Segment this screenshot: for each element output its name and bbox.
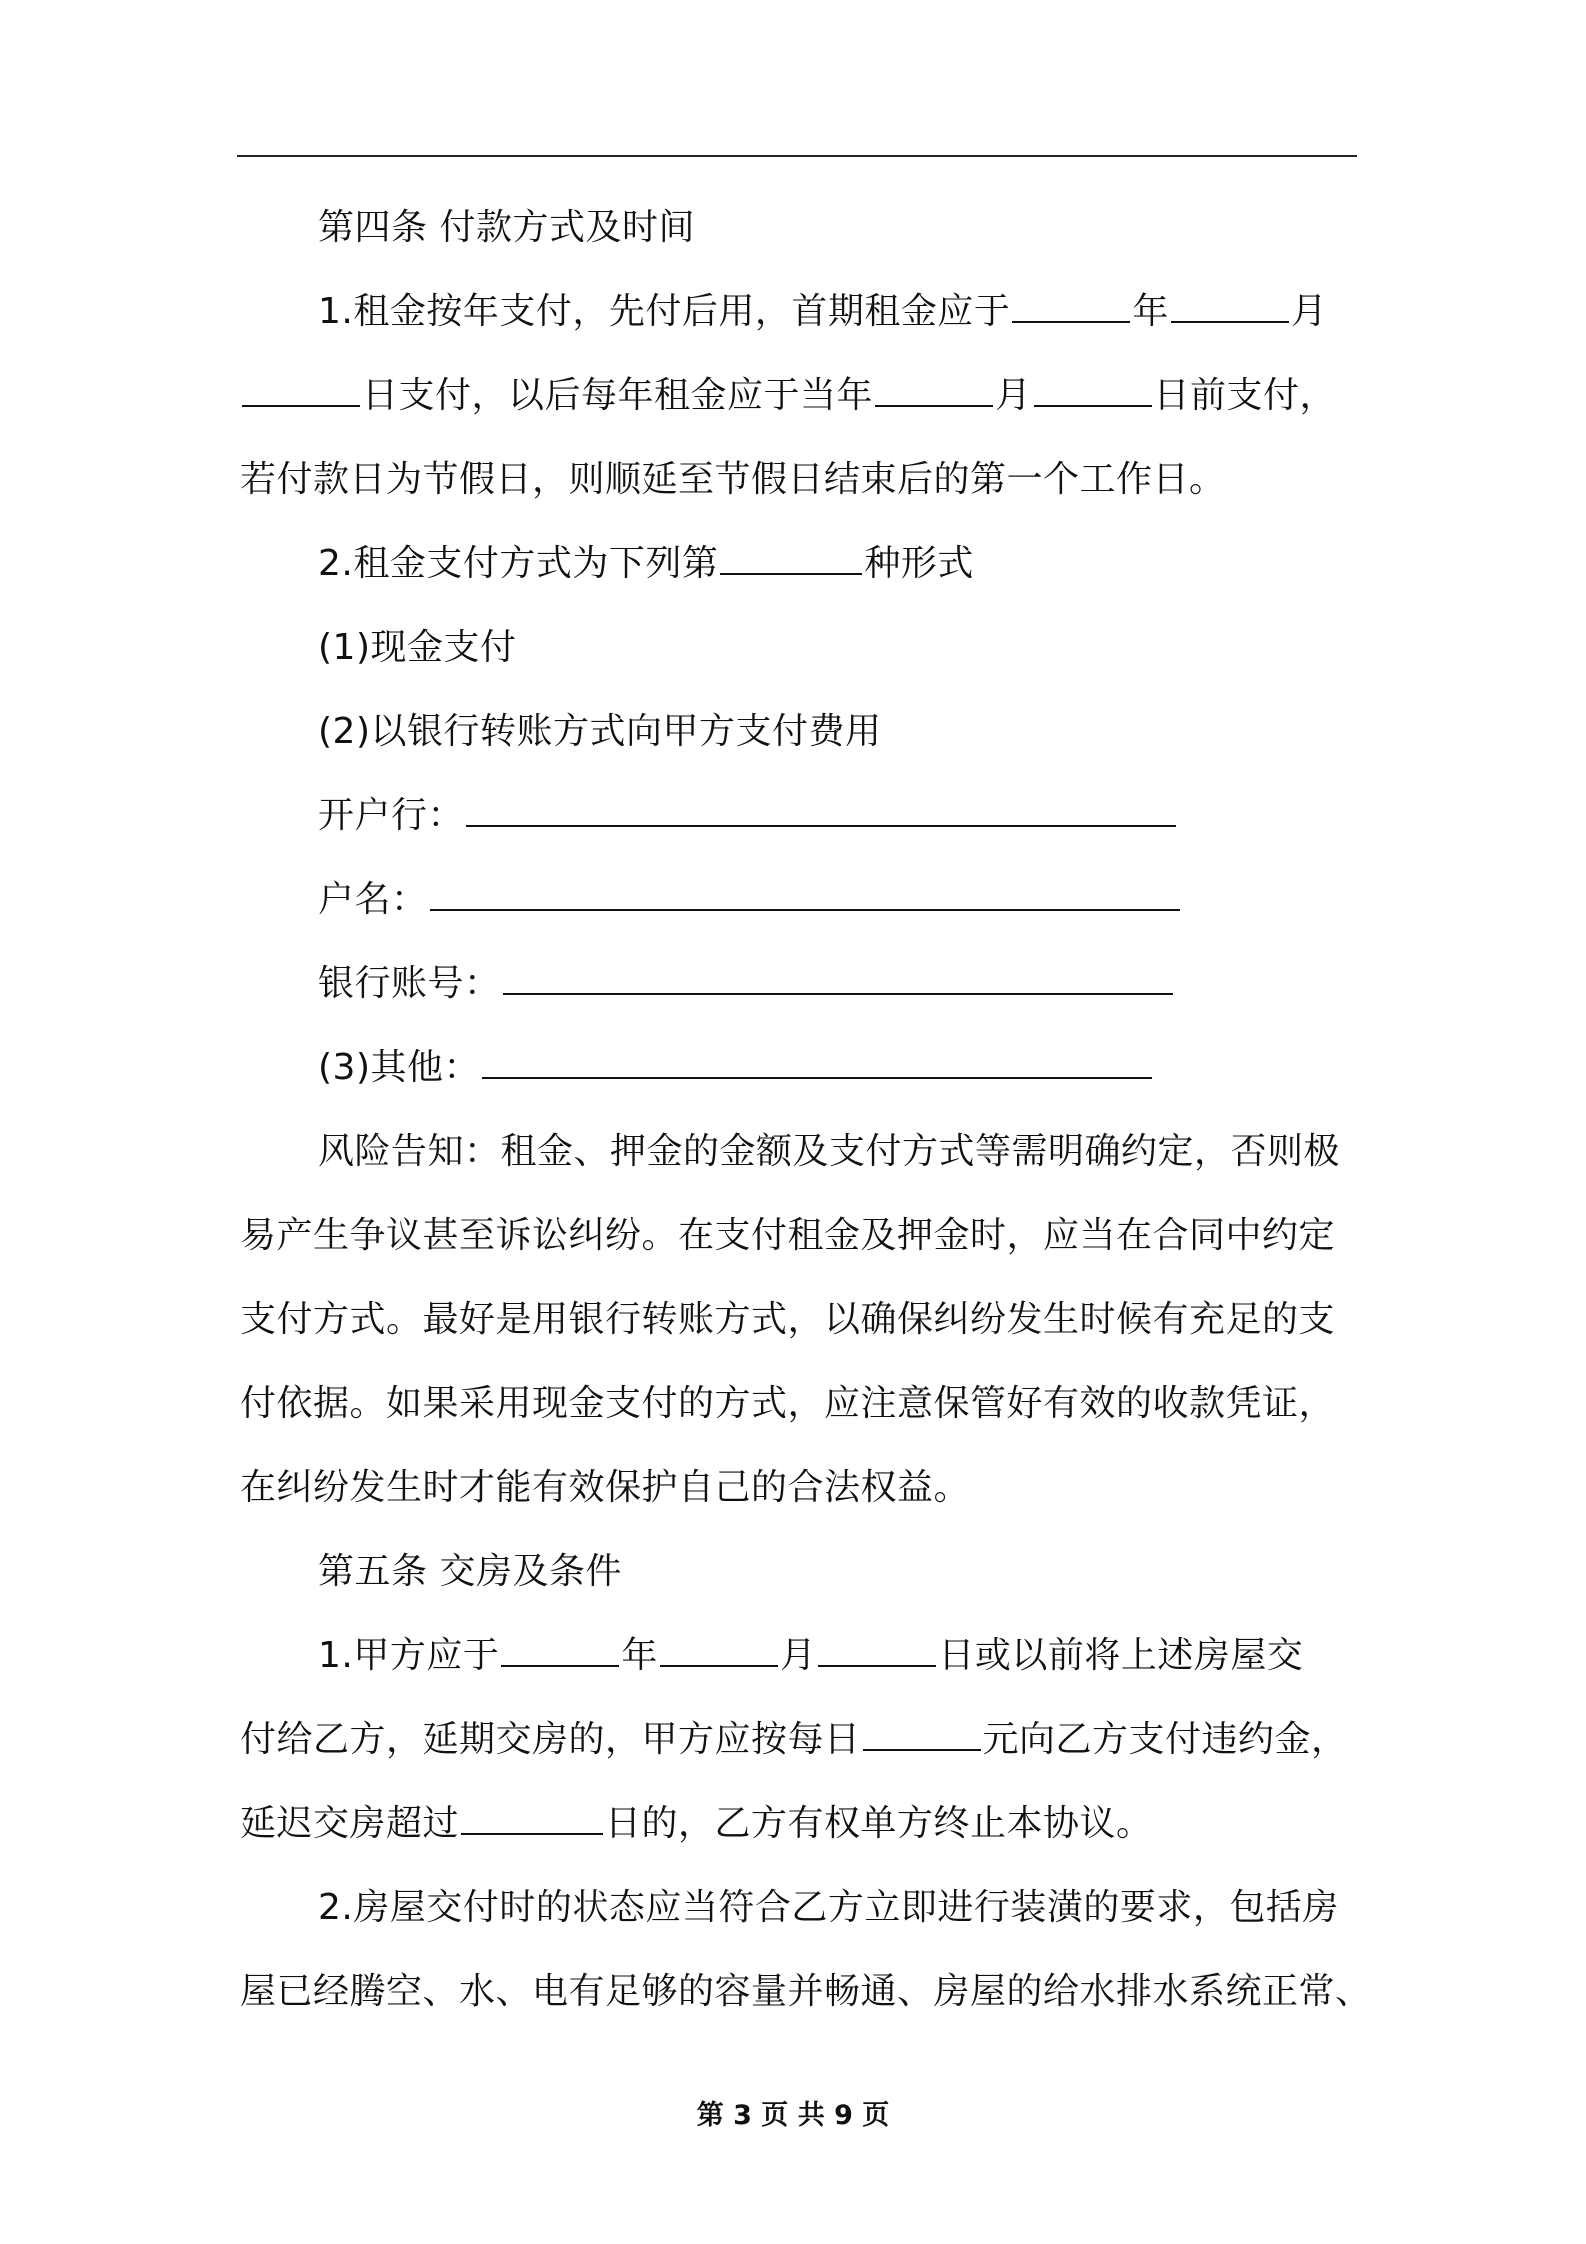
article-5-para-2-line-1: 2.房屋交付时的状态应当符合乙方立即进行装潢的要求，包括房 bbox=[318, 1887, 1339, 1928]
article-4-heading: 第四条 付款方式及时间 bbox=[318, 207, 695, 248]
bank-name-line: 开户行： bbox=[318, 774, 1368, 858]
page-number: 第 3 页 共 9 页 bbox=[696, 2100, 890, 2131]
article-5-para-1-line-2: 付给乙方，延期交房的，甲方应按每日 元向乙方支付违约金， bbox=[240, 1719, 1348, 1760]
account-name-field[interactable] bbox=[430, 881, 1180, 911]
blank-delay-days[interactable] bbox=[461, 1805, 603, 1835]
article-4-para-1-line-3: 若付款日为节假日，则顺延至节假日结束后的第一个工作日。 bbox=[240, 459, 1226, 500]
article-5-para-1-line-3: 延迟交房超过 日的，乙方有权单方终止本协议。 bbox=[240, 1803, 1153, 1844]
blank-delivery-day[interactable] bbox=[818, 1637, 936, 1667]
header-rule bbox=[237, 155, 1357, 157]
article-4-para-2: 2.租金支付方式为下列第 种形式 bbox=[318, 543, 974, 584]
article-5-para-2-line-2: 屋已经腾空、水、电有足够的容量并畅通、房屋的给水排水系统正常、 bbox=[240, 1971, 1372, 2012]
blank-day[interactable] bbox=[242, 377, 360, 407]
article-5-heading: 第五条 交房及条件 bbox=[318, 1551, 622, 1592]
article-4-para-1-line-1: 1.租金按年支付，先付后用，首期租金应于 年 月 bbox=[318, 291, 1328, 332]
bank-name-field[interactable] bbox=[466, 797, 1176, 827]
option-cash: (1)现金支付 bbox=[318, 627, 517, 668]
account-name-line: 户名： bbox=[318, 858, 1368, 942]
article-4-para-1-line-2: 日支付，以后每年租金应于当年 月 日前支付， bbox=[240, 354, 1365, 438]
blank-payment-option[interactable] bbox=[720, 545, 862, 575]
account-number-line: 银行账号： bbox=[318, 942, 1368, 1026]
blank-annual-month[interactable] bbox=[875, 377, 993, 407]
risk-notice-line-1: 风险告知：租金、押金的金额及支付方式等需明确约定，否则极 bbox=[318, 1131, 1341, 1172]
blank-delivery-month[interactable] bbox=[660, 1637, 778, 1667]
option-bank-transfer: (2)以银行转账方式向甲方支付费用 bbox=[318, 711, 882, 752]
risk-notice-line-3: 支付方式。最好是用银行转账方式，以确保纠纷发生时候有充足的支 bbox=[240, 1299, 1336, 1340]
option-other-line: (3)其他： bbox=[318, 1026, 1368, 1110]
risk-notice-line-5: 在纠纷发生时才能有效保护自己的合法权益。 bbox=[240, 1467, 971, 1508]
account-number-field[interactable] bbox=[503, 965, 1173, 995]
blank-year[interactable] bbox=[1012, 293, 1130, 323]
blank-annual-day[interactable] bbox=[1034, 377, 1152, 407]
risk-notice-line-2: 易产生争议甚至诉讼纠纷。在支付租金及押金时，应当在合同中约定 bbox=[240, 1215, 1336, 1256]
blank-daily-penalty[interactable] bbox=[863, 1721, 981, 1751]
blank-delivery-year[interactable] bbox=[501, 1637, 619, 1667]
article-5-para-1-line-1: 1.甲方应于 年 月 日或以前将上述房屋交 bbox=[318, 1635, 1304, 1676]
option-other-field[interactable] bbox=[482, 1049, 1152, 1079]
risk-notice-line-4: 付依据。如果采用现金支付的方式，应注意保管好有效的收款凭证， bbox=[240, 1383, 1336, 1424]
blank-month[interactable] bbox=[1171, 293, 1289, 323]
